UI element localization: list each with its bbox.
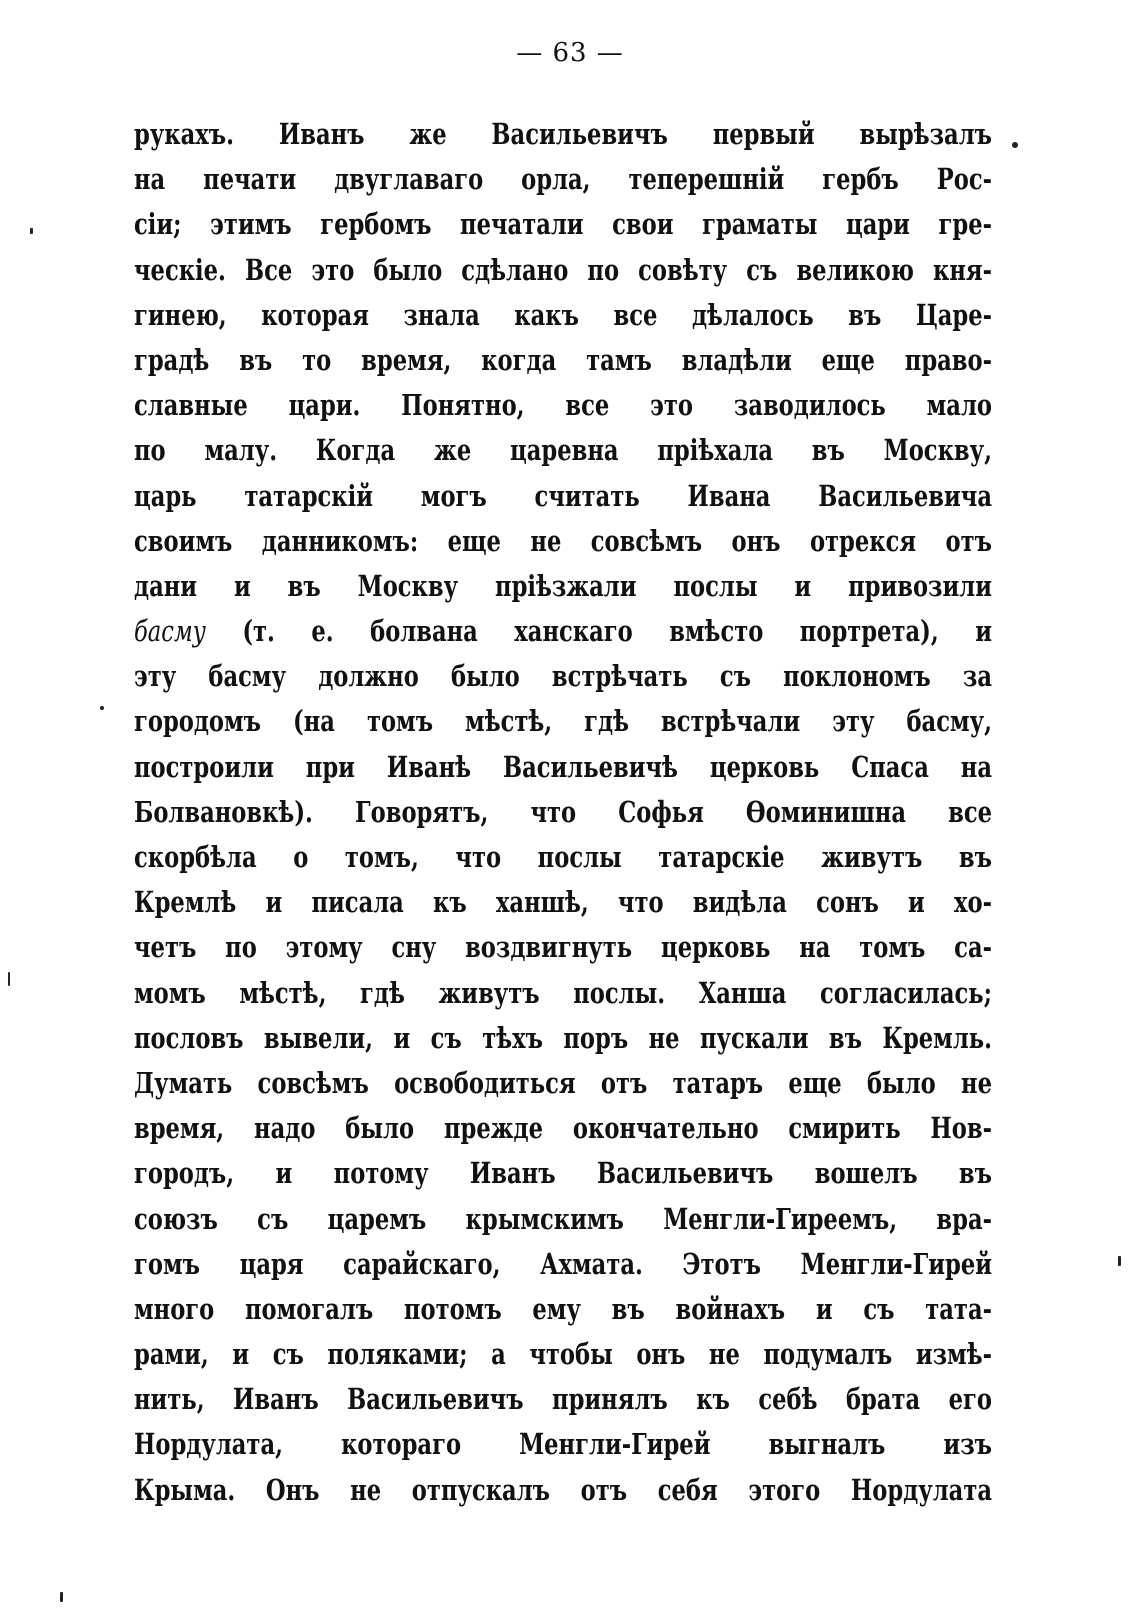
text-segment: (т. е. болвана ханскаго вмѣсто портрета), и (205, 614, 992, 649)
text-line: по малу. Когда же царевна пріѣхала въ Москву, (134, 433, 992, 468)
text-line: на печати двуглаваго орла, теперешній гербъ Рос- (134, 162, 992, 197)
text-line: рукахъ. Иванъ же Васильевичъ первый вырѣзалъ (134, 117, 992, 151)
text-line: дани и въ Москву пріѣзжали послы и привозили (134, 568, 992, 603)
scan-speck (1012, 142, 1018, 148)
text-line: время, надо было прежде окончательно смирить Нов- (134, 1111, 992, 1146)
scan-speck (8, 972, 10, 986)
text-line: эту басму должно было встрѣчать съ поклономъ за (134, 659, 992, 694)
text-line: много помогалъ потомъ ему въ войнахъ и съ тата- (134, 1291, 992, 1326)
text-line: городъ, и потому Иванъ Васильевичъ вошелъ въ (134, 1156, 992, 1191)
text-line: гомъ царя сарайскаго, Ахмата. Этотъ Менгли-Гирей (134, 1246, 992, 1281)
scan-speck (30, 228, 33, 234)
text-line: пословъ вывели, и съ тѣхъ поръ не пускали въ Кремль. (134, 1020, 992, 1055)
text-line: построили при Иванѣ Васильевичѣ церковь Спаса на (134, 749, 992, 784)
page-number: — 63 — (516, 38, 624, 68)
scan-speck (1118, 1256, 1121, 1266)
text-line: сіи; этимъ гербомъ печатали свои граматы цари гре- (134, 207, 992, 242)
scan-speck (100, 706, 104, 710)
text-line: славные цари. Понятно, все это заводилось мало (134, 388, 992, 423)
text-line: Нордулата, котораго Менгли-Гирей выгналъ изъ (134, 1427, 992, 1462)
text-line: скорбѣла о томъ, что послы татарскіе живутъ въ (134, 840, 992, 874)
text-line: нить, Иванъ Васильевичъ принялъ къ себѣ брата его (134, 1382, 992, 1417)
text-line: своимъ данникомъ: еще не совсѣмъ онъ отрекся отъ (134, 523, 992, 558)
text-line: Кремлѣ и писала къ ханшѣ, что видѣла сонъ и хо- (134, 885, 992, 920)
text-line (134, 609, 992, 654)
text-line: Болвановкѣ). Говорятъ, что Софья Ѳоминишна все (134, 794, 992, 829)
text-line: рами, и съ поляками; а чтобы онъ не подумалъ измѣ- (134, 1337, 992, 1372)
text-line: городомъ (на томъ мѣстѣ, гдѣ встрѣчали эту басму, (134, 704, 992, 739)
text-line: градѣ въ то время, когда тамъ владѣли еще право- (134, 342, 992, 377)
text-line: царь татарскій могъ считать Ивана Васильевича (134, 478, 992, 513)
italic-word: басму (134, 614, 206, 649)
text-line: ческіе. Все это было сдѣлано по совѣту съ великою кня- (134, 252, 992, 287)
text-line: четъ по этому сну воздвигнуть церковь на томъ са- (134, 930, 992, 965)
text-line: союзъ съ царемъ крымскимъ Менгли-Гиреемъ, вра- (134, 1201, 992, 1236)
body-text (134, 112, 994, 1513)
text-line: Думать совсѣмъ освободиться отъ татаръ еще было не (134, 1065, 992, 1100)
scan-speck (60, 1592, 63, 1602)
text-line: гинею, которая знала какъ все дѣлалось въ Царе- (134, 297, 992, 332)
text-line: момъ мѣстѣ, гдѣ живутъ послы. Ханша согласилась; (134, 975, 992, 1010)
text-line: Крыма. Онъ не отпускалъ отъ себя этого Нордулата (134, 1472, 992, 1507)
